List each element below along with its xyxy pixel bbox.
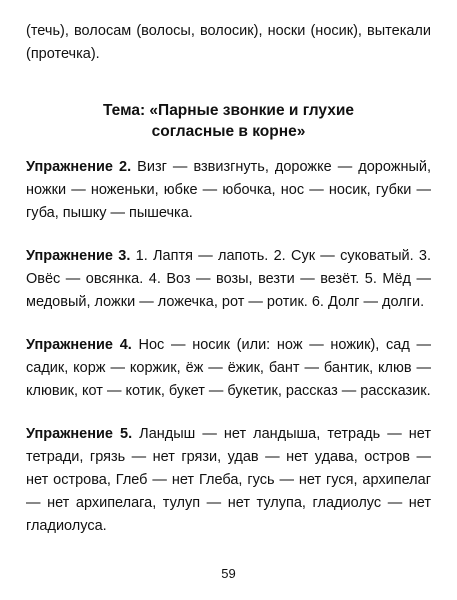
exercise-label: Упражнение 3. [26, 248, 131, 264]
exercise-text: Нос — носик (или: нож — ножик), сад — садик, корж — коржик, ёж — ёжик, бант — бантик, клюв — клювик, кот — котик, букет — букетик, рассказ — рассказик. [26, 337, 432, 399]
exercise-label: Упражнение 5. [26, 426, 133, 442]
topic-heading-line-2: согласные в корне» [151, 123, 306, 140]
exercise-4 [26, 334, 431, 403]
exercise-2 [26, 156, 431, 225]
exercise-label: Упражнение 4. [26, 337, 132, 353]
exercise-label: Упражнение 2. [26, 159, 132, 175]
exercise-text: 1. Лаптя — лапоть. 2. Сук — суковатый. 3. Овёс — овсянка. 4. Воз — возы, везти — везёт. 5. Мёд — медовый, ложки — ложечка, рот — ротик. 6. Долг — долги. [26, 248, 431, 310]
exercise-continuation: (течь), волосам (волосы, волосик), носки (носик), вытекали (протечка). [26, 23, 431, 62]
topic-heading-line-1: Тема: «Парные звонкие и глухие [102, 102, 355, 119]
topic-heading [26, 100, 431, 142]
exercise-3 [26, 245, 431, 314]
page-number: 59 [221, 566, 236, 581]
exercise-text: Ландыш — нет ландыша, тетрадь — нет тетради, грязь — нет грязи, удав — нет удава, остров — нет острова, Глеб — нет Глеба, гусь — нет гуся, архипелаг — нет архипелага, тулуп — нет тулупа, гладиолус — нет гладиолуса. [26, 426, 431, 534]
exercise-5 [26, 423, 431, 538]
exercise-text: Визг — взвизгнуть, дорожке — дорожный, ножки — ноженьки, юбке — юбочка, нос — носик, губки — губа, пышку — пышечка. [26, 159, 431, 221]
